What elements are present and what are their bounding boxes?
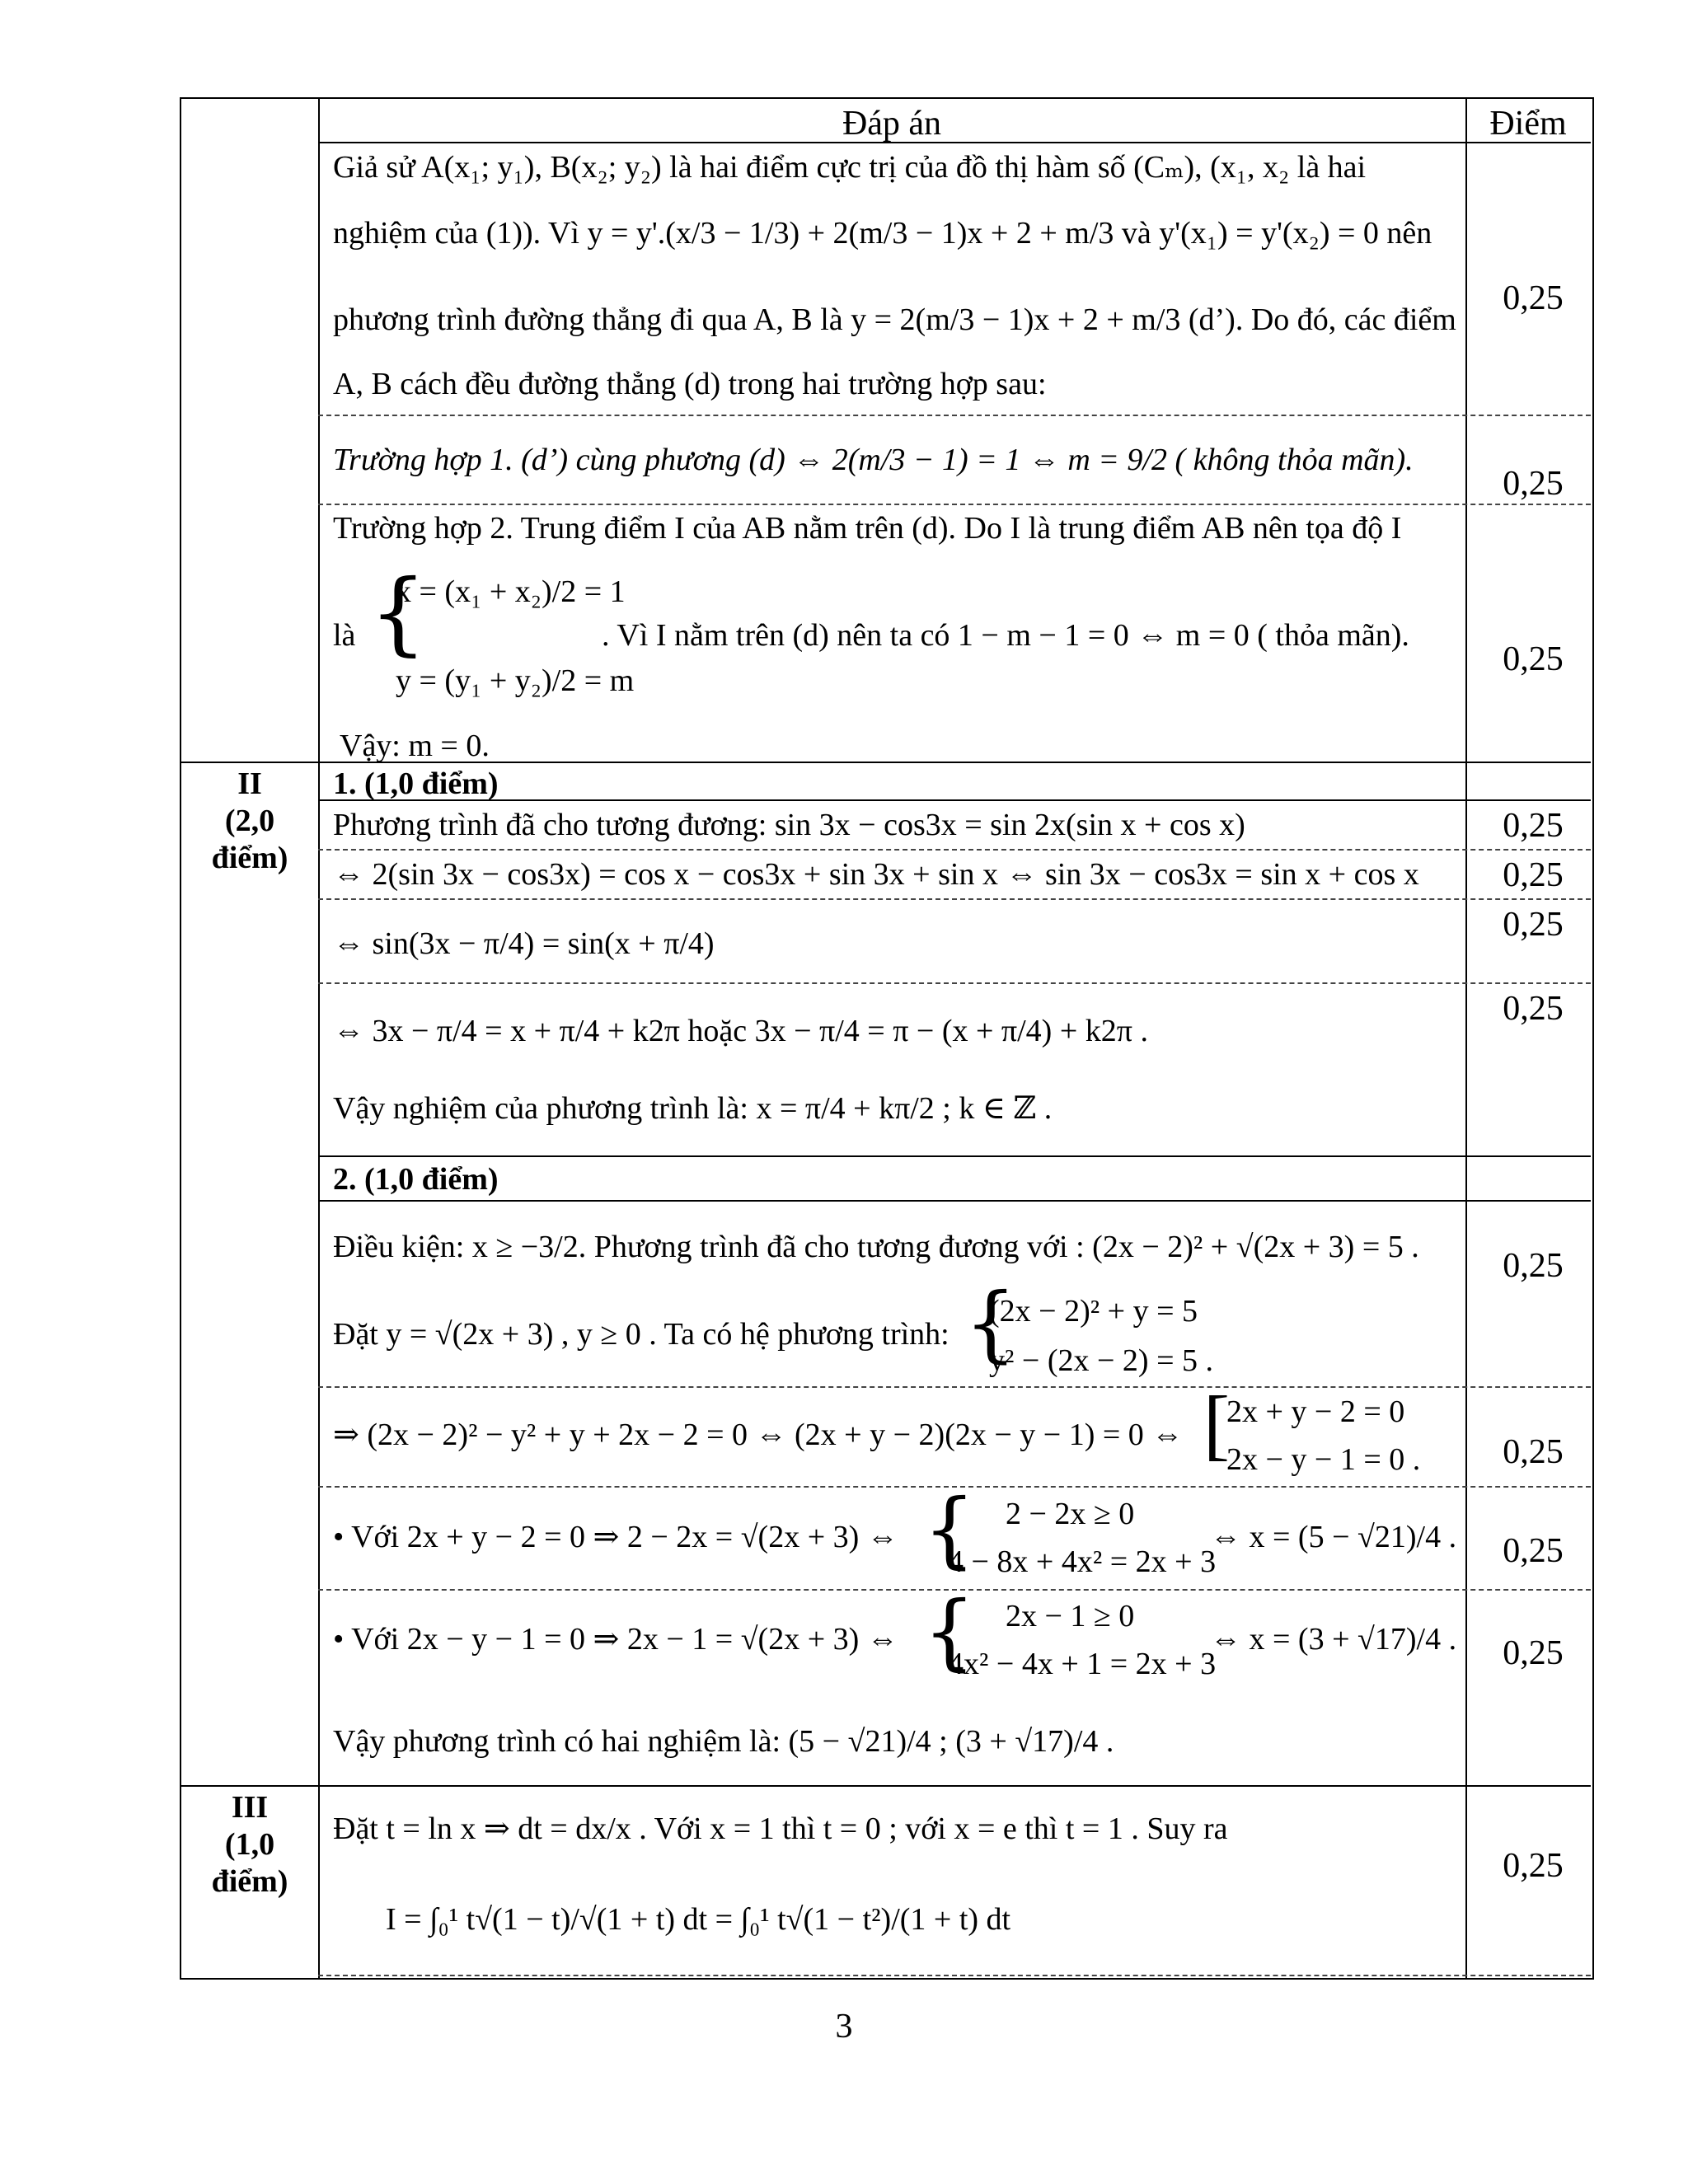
row-divider <box>318 799 1591 801</box>
row-divider <box>318 504 1591 505</box>
conclusion-line: Vậy: m = 0. <box>340 729 490 763</box>
solution-result: ⇔ x = (3 + √17)/4 . <box>1210 1622 1457 1657</box>
row-divider <box>318 415 1591 416</box>
solution-line: Điều kiện: x ≥ −3/2. Phương trình đã cho tương đương với : (2x − 2)² + √(2x + 3) = 5 . <box>333 1230 1419 1264</box>
bracket-icon: [ <box>1203 1380 1230 1468</box>
row-divider <box>318 898 1591 900</box>
section-label: III <box>231 1790 269 1825</box>
system-equation: (2x − 2)² + y = 5 <box>989 1294 1198 1329</box>
solution-result: ⇔ x = (5 − √21)/4 . <box>1210 1520 1457 1554</box>
solution-line: • Với 2x − y − 1 = 0 ⇒ 2x − 1 = √(2x + 3) ⇔ <box>333 1622 898 1657</box>
paragraph-line: nghiệm của (1)). Vì y = y'.(x/3 − 1/3) + 2(m/3 − 1)x + 2 + m/3 và y'(x₁) = y'(x₂) = 0 nên <box>333 216 1432 251</box>
paragraph-line: phương trình đường thẳng đi qua A, B là y = 2(m/3 − 1)x + 2 + m/3 (d’). Do đó, các điểm <box>333 302 1456 337</box>
score-value: 0,25 <box>1503 807 1564 845</box>
answer-column-header: Đáp án <box>842 105 942 143</box>
score-value: 0,25 <box>1503 640 1564 678</box>
score-value: 0,25 <box>1503 990 1564 1028</box>
solution-line: Vậy nghiệm của phương trình là: x = π/4 + kπ/2 ; k ∈ ℤ . <box>333 1091 1053 1126</box>
row-divider <box>318 1155 1591 1157</box>
brace-icon: { <box>923 1481 976 1577</box>
solution-line: ⇔ sin(3x − π/4) = sin(x + π/4) <box>333 926 715 961</box>
row-divider <box>318 982 1591 984</box>
section-column-divider <box>318 97 320 1978</box>
paragraph-line: A, B cách đều đường thẳng (d) trong hai trường hợp sau: <box>333 367 1047 401</box>
score-value: 0,25 <box>1503 1634 1564 1672</box>
part-title: 2. (1,0 điểm) <box>333 1162 499 1197</box>
system-equation: 4x² − 4x + 1 = 2x + 3 <box>948 1647 1217 1681</box>
score-value: 0,25 <box>1503 1247 1564 1285</box>
section-points: điểm) <box>211 1864 288 1899</box>
score-value: 0,25 <box>1503 1532 1564 1570</box>
row-divider <box>318 1200 1591 1202</box>
section-points: điểm) <box>211 841 288 875</box>
section-points: (2,0 <box>224 804 275 838</box>
row-divider <box>318 1386 1591 1388</box>
score-value: 0,25 <box>1503 906 1564 944</box>
system-equation: 2 − 2x ≥ 0 <box>1006 1497 1135 1531</box>
score-column-divider <box>1465 97 1467 1978</box>
solution-line: Phương trình đã cho tương đương: sin 3x − cos3x = sin 2x(sin x + cos x) <box>333 808 1245 842</box>
brace-icon: { <box>964 1275 1017 1371</box>
solution-line: • Với 2x + y − 2 = 0 ⇒ 2 − 2x = √(2x + 3) ⇔ <box>333 1520 898 1554</box>
score-value: 0,25 <box>1503 1433 1564 1471</box>
section-points: (1,0 <box>224 1827 275 1862</box>
system-equation: 2x − y − 1 = 0 . <box>1226 1442 1421 1477</box>
score-column-header: Điểm <box>1489 105 1567 143</box>
solution-line: Đặt y = √(2x + 3) , y ≥ 0 . Ta có hệ phương trình: <box>333 1317 950 1352</box>
score-value: 0,25 <box>1503 1847 1564 1885</box>
section-divider <box>180 1785 1591 1787</box>
solution-line: ⇔ 3x − π/4 = x + π/4 + k2π hoặc 3x − π/4 = π − (x + π/4) + k2π . <box>333 1014 1148 1048</box>
paragraph-line: Giả sử A(x₁; y₁), B(x₂; y₂) là hai điểm cực trị của đồ thị hàm số (Cₘ), (x₁, x₂ là hai <box>333 150 1367 185</box>
part-title: 1. (1,0 điểm) <box>333 766 499 801</box>
system-equation: x = (x₁ + x₂)/2 = 1 <box>396 574 626 609</box>
score-value: 0,25 <box>1503 279 1564 317</box>
score-value: 0,25 <box>1503 856 1564 894</box>
system-equation: 2x − 1 ≥ 0 <box>1006 1599 1135 1633</box>
solution-line: ⇔ 2(sin 3x − cos3x) = cos x − cos3x + sin 3x + sin x ⇔ sin 3x − cos3x = sin x + cos x <box>333 857 1419 892</box>
system-label: là <box>333 618 356 653</box>
brace-icon: { <box>369 560 427 665</box>
system-equation: y² − (2x − 2) = 5 . <box>989 1343 1213 1378</box>
row-divider <box>318 1975 1591 1976</box>
section-label: II <box>237 766 262 801</box>
solution-line: Đặt t = ln x ⇒ dt = dx/x . Với x = 1 thì t = 0 ; với x = e thì t = 1 . Suy ra <box>333 1811 1228 1846</box>
row-divider <box>318 849 1591 851</box>
integral-line: I = ∫₀¹ t√(1 − t)/√(1 + t) dt = ∫₀¹ t√(1 − t²)/(1 + t) dt <box>386 1902 1011 1937</box>
score-value: 0,25 <box>1503 465 1564 503</box>
brace-icon: { <box>923 1583 976 1680</box>
case-2-conclusion: . Vì I nằm trên (d) nên ta có 1 − m − 1 = 0 ⇔ m = 0 ( thỏa mãn). <box>602 618 1409 653</box>
solution-line: Vậy phương trình có hai nghiệm là: (5 − √21)/4 ; (3 + √17)/4 . <box>333 1724 1114 1759</box>
system-equation: 2x + y − 2 = 0 <box>1226 1394 1405 1429</box>
system-equation: 4 − 8x + 4x² = 2x + 3 <box>948 1544 1217 1579</box>
case-2-text: Trường hợp 2. Trung điểm I của AB nằm trên (d). Do I là trung điểm AB nên tọa độ I <box>333 511 1402 546</box>
page-number: 3 <box>835 2008 853 2046</box>
system-equation: y = (y₁ + y₂)/2 = m <box>396 663 635 698</box>
solution-line: ⇒ (2x − 2)² − y² + y + 2x − 2 = 0 ⇔ (2x + y − 2)(2x − y − 1) = 0 ⇔ <box>333 1418 1184 1452</box>
case-1-text: Trường hợp 1. (d’) cùng phương (d) ⇔ 2(m/3 − 1) = 1 ⇔ m = 9/2 ( không thỏa mãn). <box>333 443 1414 477</box>
